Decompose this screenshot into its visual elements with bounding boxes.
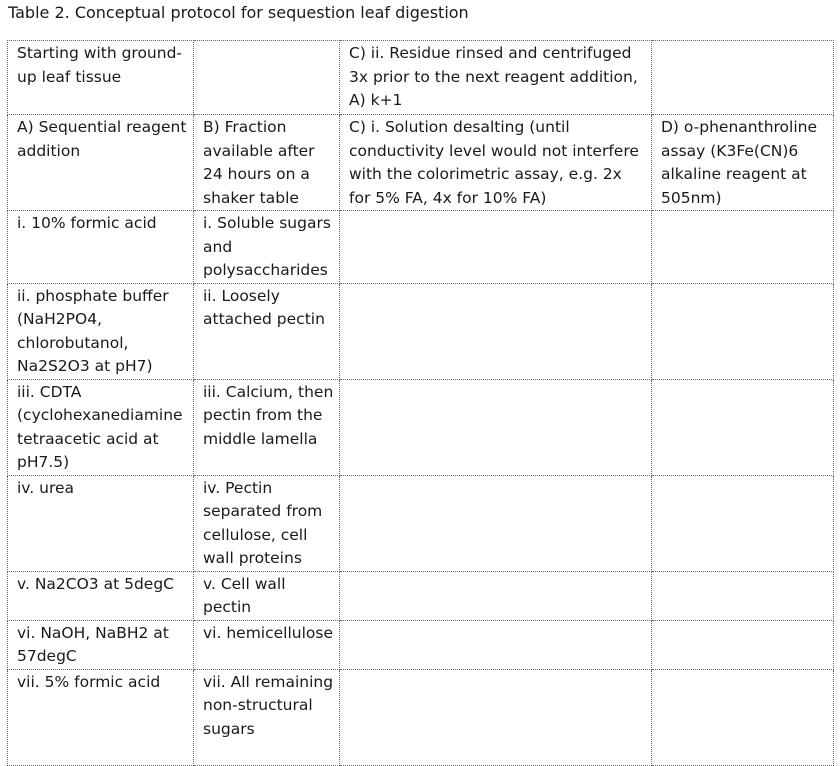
table-cell: B) Fraction available after 24 hours on a shaker table	[194, 115, 340, 211]
fraction-cell: iii. Calcium, then pectin from the middle lamella	[194, 379, 340, 475]
table-header-row	[8, 115, 834, 211]
fraction-cell: i. Soluble sugars and polysaccharides	[194, 211, 340, 284]
table-row	[8, 669, 834, 765]
reagent-cell: iv. urea	[8, 475, 194, 571]
table-caption: Table 2. Conceptual protocol for sequestion leaf digestion	[8, 3, 469, 22]
desalting-cell	[340, 283, 652, 379]
protocol-table	[7, 40, 834, 766]
table-cell: Starting with ground-up leaf tissue	[8, 41, 194, 115]
table-row	[8, 571, 834, 620]
assay-cell	[652, 283, 834, 379]
assay-cell	[652, 620, 834, 669]
table-row	[8, 379, 834, 475]
table-cell: C) ii. Residue rinsed and centrifuged 3x prior to the next reagent addition, A) k+1	[340, 41, 652, 115]
assay-cell	[652, 669, 834, 765]
fraction-cell: v. Cell wall pectin	[194, 571, 340, 620]
desalting-cell	[340, 379, 652, 475]
table-cell	[194, 41, 340, 115]
assay-cell	[652, 475, 834, 571]
fraction-cell: vii. All remaining non-structural sugars	[194, 669, 340, 765]
fraction-cell: iv. Pectin separated from cellulose, cell wall proteins	[194, 475, 340, 571]
table-row	[8, 475, 834, 571]
desalting-cell	[340, 571, 652, 620]
table-row	[8, 283, 834, 379]
assay-cell	[652, 211, 834, 284]
table-header-row	[8, 41, 834, 115]
table-cell: C) i. Solution desalting (until conductivity level would not interfere with the colorimetric assay, e.g. 2x for 5% FA, 4x for 10% FA)	[340, 115, 652, 211]
table-cell: D) o-phenanthroline assay (K3Fe(CN)6 alkaline reagent at 505nm)	[652, 115, 834, 211]
assay-cell	[652, 571, 834, 620]
reagent-cell: vi. NaOH, NaBH2 at 57degC	[8, 620, 194, 669]
reagent-cell: iii. CDTA (cyclohexanediamine tetraacetic acid at pH7.5)	[8, 379, 194, 475]
table-cell: A) Sequential reagent addition	[8, 115, 194, 211]
fraction-cell: ii. Loosely attached pectin	[194, 283, 340, 379]
reagent-cell: v. Na2CO3 at 5degC	[8, 571, 194, 620]
table-row	[8, 620, 834, 669]
assay-cell	[652, 379, 834, 475]
reagent-cell: i. 10% formic acid	[8, 211, 194, 284]
table-row	[8, 211, 834, 284]
desalting-cell	[340, 620, 652, 669]
desalting-cell	[340, 211, 652, 284]
desalting-cell	[340, 669, 652, 765]
desalting-cell	[340, 475, 652, 571]
fraction-cell: vi. hemicellulose	[194, 620, 340, 669]
reagent-cell: ii. phosphate buffer (NaH2PO4, chlorobutanol, Na2S2O3 at pH7)	[8, 283, 194, 379]
reagent-cell: vii. 5% formic acid	[8, 669, 194, 765]
table-cell	[652, 41, 834, 115]
